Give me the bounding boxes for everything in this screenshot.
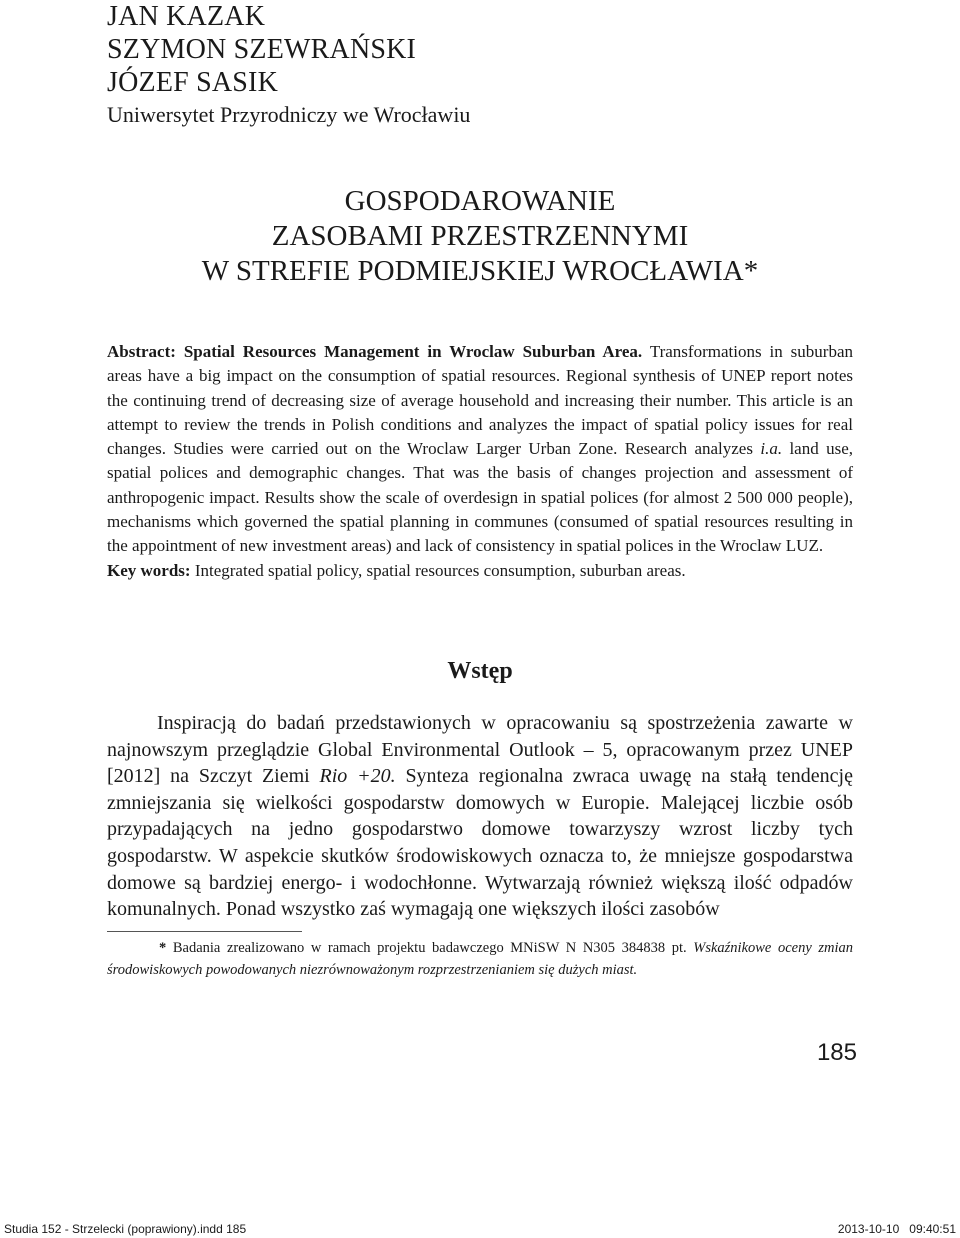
body-paragraph [107, 710, 853, 923]
keywords-label: Key words: [107, 560, 191, 580]
article-title [107, 184, 853, 289]
body-text-a: Inspiracją do badań przedstawionych w opracowaniu są spostrzeżenia zawarte w najnowszym przeglądzie Global Environmental Outlook – 5, opracowanym przez UNEP [2012] na Szczyt Ziemi [107, 712, 853, 788]
footnote [107, 937, 853, 981]
keywords-paragraph [107, 559, 853, 583]
footnote-marker: * [159, 940, 167, 956]
footnote-divider [107, 931, 302, 932]
author-list [107, 0, 416, 99]
footer-timestamp [838, 1222, 956, 1236]
abstract-text-end: land use, spatial polices and demographic changes. That was the basis of changes projection and assessment of anthropogenic impact. Results show the scale of overdesign in spatial polices (for almost 2 500 000 people), mechanisms which governed the spatial planning in communes (consumed of spatial resources resulting in the appointment of new investment areas) and lack of consistency in spatial polices in the Wroclaw LUZ. [107, 439, 853, 556]
affiliation: Uniwersytet Przyrodniczy we Wrocławiu [107, 102, 471, 127]
author-name: SZYMON SZEWRAŃSKI [107, 34, 417, 65]
footnote-text: Badania zrealizowano w ramach projektu badawczego MNiSW N N305 384838 pt. [166, 940, 694, 956]
abstract-label: Abstract: Spatial Resources Management in Wroclaw Suburban Area. [107, 342, 643, 361]
footer-time: 09:40:51 [909, 1222, 956, 1236]
author-name: JÓZEF SASIK [107, 67, 279, 98]
title-line: ZASOBAMI PRZESTRZENNYMI [271, 220, 689, 252]
author-name: JAN KAZAK [107, 1, 266, 32]
abstract-abbrev: i.a. [760, 439, 783, 459]
body-text-b: Synteza regionalna zwraca uwagę na stałą tendencję zmniejszania się wielkości gospodarstw domowych w Europie. Malejącej liczbie osób przypadających na jedno gospodarstwo domowe towarzyszy wzrost liczby tych gospodarstw. W aspekcie skutków środowiskowych oznacza to, że mniejsze gospodarstwa domowe są bardziej energo- i wodochłonne. Wytwarzają również większą ilość odpadów komunalnych. Ponad wszystko zaś wymagają one większych ilości zasobów [107, 765, 853, 921]
footer-filename: Studia 152 - Strzelecki (poprawiony).indd 185 [4, 1222, 247, 1236]
keywords-text: Integrated spatial policy, spatial resources consumption, suburban areas. [190, 560, 686, 580]
title-line: W STREFIE PODMIEJSKIEJ WROCŁAWIA* [201, 255, 759, 287]
abstract-paragraph [107, 340, 853, 559]
abstract [107, 340, 853, 583]
footer-date: 2013-10-10 [837, 1222, 900, 1236]
body-italic: Rio +20. [319, 765, 396, 788]
page-number: 185 [816, 1039, 857, 1066]
footnote-italic: Wskaźnikowe oceny zmian środowiskowych powodowanych niezrównoważonym rozprzestrzenianiem się dużych miast. [107, 940, 853, 978]
abstract-text: Transformations in suburban areas have a big impact on the consumption of spatial resources. Regional synthesis of UNEP report notes the continuing trend of decreasing size of average household and increasing their number. This article is an attempt to review the trends in Polish conditions and analyzes the impact of spatial policy issues for real changes. Studies were carried out on the Wroclaw Larger Urban Zone. Research analyzes [107, 342, 853, 459]
title-line: GOSPODAROWANIE [344, 185, 616, 217]
section-heading: Wstęp [447, 658, 513, 684]
